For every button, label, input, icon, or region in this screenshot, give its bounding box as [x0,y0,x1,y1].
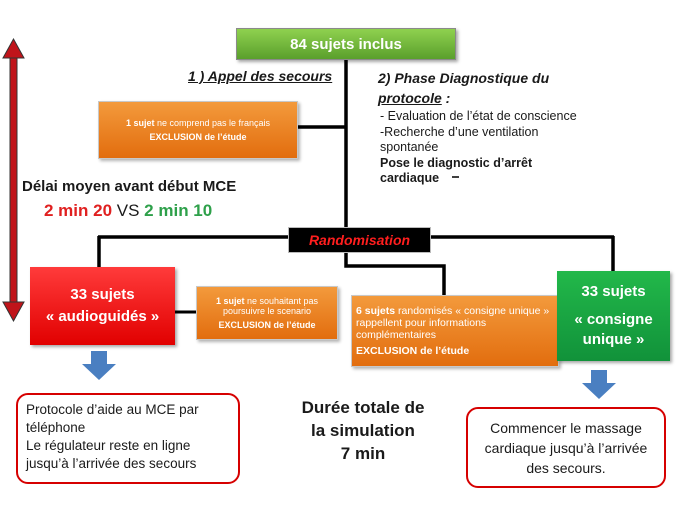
exclusion-2-rest: ne souhaitant pas poursuivre le scenario [222,296,319,316]
exclusion-3-text [356,305,554,341]
delay-double-arrow-icon [3,39,24,321]
branch-2-heading-suffix: : [441,90,451,106]
group-audioguided-name: « audioguidés » [45,308,160,325]
group-single-count: 33 sujets [581,283,646,300]
exclusion-box-1 [98,101,298,159]
delay-values [44,201,212,221]
delay-vs: VS [112,201,145,220]
group-single-instruction-box [557,271,670,361]
included-subjects-box [236,28,456,60]
randomisation-label: Randomisation [308,232,411,248]
branch-1-heading: 1 ) Appel des secours [188,68,333,84]
included-subjects-label: 84 sujets inclus [290,35,402,53]
duration-line-3: 7 min [340,444,386,463]
protocol-line-1: Protocole d’aide au MCE par téléphone [26,402,199,435]
delay-label: Délai moyen avant début MCE [22,178,237,195]
massage-instruction-box [466,407,666,488]
exclusion-1-lead: 1 sujet [125,118,155,128]
diagnostic-step-bold: Pose le diagnostic d’arrêt cardiaque [380,155,533,185]
exclusion-box-2 [196,286,338,340]
exclusion-3-lead: 6 sujets [356,305,396,317]
delay-value-single: 2 min 10 [144,201,213,220]
duration-line-1: Durée totale de [301,398,425,417]
delay-value-audioguided: 2 min 20 [44,201,113,220]
exclusion-3-label: EXCLUSION de l’étude [356,345,470,357]
exclusion-1-text [126,118,270,128]
diagnostic-step: - Evaluation de l’état de conscience [380,109,577,123]
protocol-box [16,393,240,484]
duration-line-2: la simulation [311,421,415,440]
down-arrow-right-icon [582,370,616,399]
branch-2-heading [378,68,588,108]
exclusion-2-lead: 1 sujet [215,296,245,306]
diagnostic-steps [380,109,580,187]
group-audioguided-count: 33 sujets [70,286,135,303]
exclusion-2-text [201,296,333,316]
exclusion-2-label: EXCLUSION de l’étude [218,320,316,330]
massage-instruction-text: Commencer le massage cardiaque jusqu’à l’arrivée des secours. [484,419,648,476]
down-arrow-left-icon [82,351,116,380]
group-audioguided-box [30,267,175,345]
randomisation-box [288,227,431,253]
simulation-duration [278,396,448,465]
exclusion-1-label: EXCLUSION de l’étude [149,132,247,142]
exclusion-box-3 [351,295,559,367]
branch-2-heading-prefix: 2) Phase Diagnostique du [378,70,550,86]
protocol-line-2: Le régulateur reste en ligne jusqu’à l’arrivée des secours [26,438,197,471]
branch-2-heading-underlined: protocole [378,90,442,106]
group-single-name: « consigne unique » [574,311,653,348]
diagnostic-step: -Recherche d’une ventilation spontanée [380,124,539,154]
exclusion-3-branch [346,253,444,295]
exclusion-3-rest: randomisés « consigne unique » rappellent pour informations complémentaires [356,305,550,341]
exclusion-1-rest: ne comprend pas le français [154,118,271,128]
